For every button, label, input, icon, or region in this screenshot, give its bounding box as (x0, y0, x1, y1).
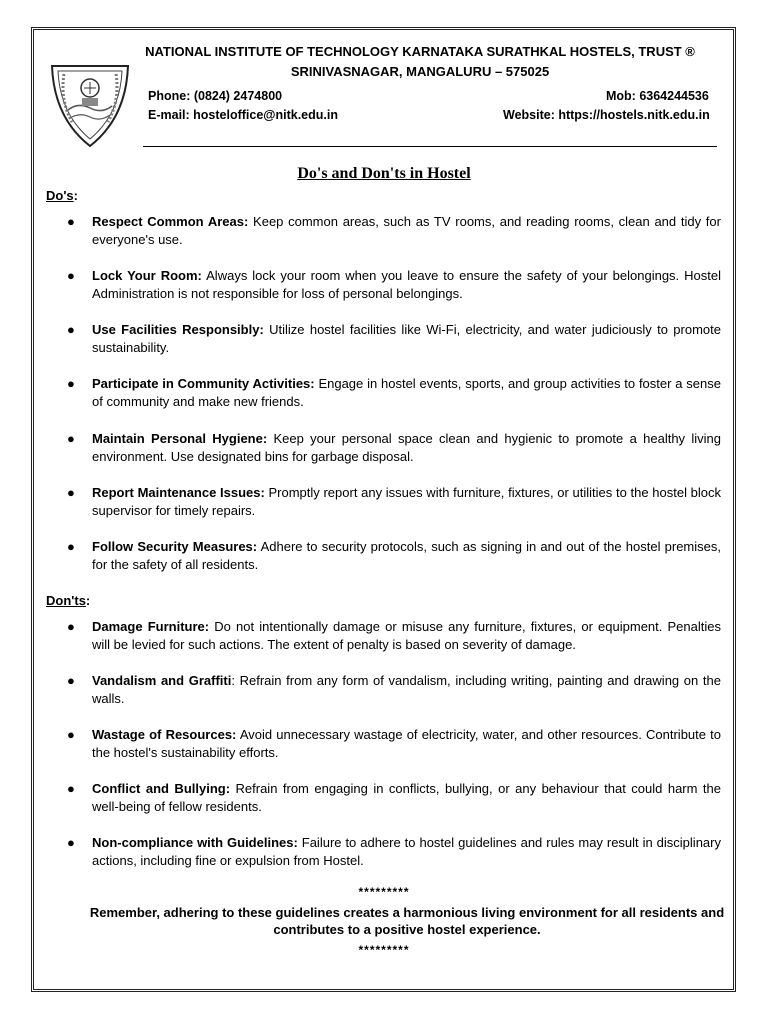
list-item: ● Lock Your Room: Always lock your room when you leave to ensure the safety of your belongings. Hostel Administration is not responsible for loss of personal belongings. (67, 268, 721, 301)
bullet-icon: ● (67, 322, 75, 337)
nitk-emblem-logo (48, 60, 132, 150)
website-link[interactable]: Website: https://hostels.nitk.edu.in (503, 108, 710, 122)
email-address[interactable]: E-mail: hosteloffice@nitk.edu.in (148, 108, 338, 122)
list-item: ● Follow Security Measures: Adhere to security protocols, such as signing in and out of the hostel premises, for the safety of all residents. (67, 539, 721, 572)
list-item: ● Use Facilities Responsibly: Utilize hostel facilities like Wi-Fi, electricity, and water judiciously to promote sustainability. (67, 322, 721, 355)
bullet-icon: ● (67, 673, 75, 688)
phone-number: Phone: (0824) 2474800 (148, 89, 283, 103)
list-item: ● Wastage of Resources: Avoid unnecessary wastage of electricity, water, and other resources. Contribute to the hostel's sustainability efforts. (67, 727, 721, 760)
bullet-icon: ● (67, 376, 75, 391)
bullet-icon: ● (67, 727, 75, 742)
list-item: ● Damage Furniture: Do not intentionally damage or misuse any furniture, fixtures, or equipment. Penalties will be levied for such actions. The extent of penalty is based on severity of damage. (67, 619, 721, 652)
bullet-icon: ● (67, 268, 75, 283)
list-item: ● Report Maintenance Issues: Promptly report any issues with furniture, fixtures, or utilities to the hostel block supervisor for timely repairs. (67, 485, 721, 518)
separator-top: ********* (358, 885, 410, 899)
bullet-icon: ● (67, 619, 75, 634)
bullet-icon: ● (67, 214, 75, 229)
document-title: Do's and Don'ts in Hostel (297, 165, 471, 182)
bullet-icon: ● (67, 835, 75, 850)
bullet-icon: ● (67, 539, 75, 554)
closing-note: Remember, adhering to these guidelines creates a harmonious living environment for all residents and contributes to a positive hostel experience. (89, 905, 725, 937)
bullet-icon: ● (67, 781, 75, 796)
list-item: ● Non-compliance with Guidelines: Failure to adhere to hostel guidelines and rules may result in disciplinary actions, including fine or expulsion from Hostel. (67, 835, 721, 868)
bullet-icon: ● (67, 431, 75, 446)
list-item: ● Conflict and Bullying: Refrain from engaging in conflicts, bullying, or any behaviour that could harm the well-being of fellow residents. (67, 781, 721, 814)
header-divider (143, 146, 717, 147)
donts-heading: Don'ts: (46, 593, 91, 608)
institution-name: NATIONAL INSTITUTE OF TECHNOLOGY KARNATAKA SURATHKAL HOSTELS, TRUST ® (145, 44, 695, 59)
separator-bottom: ********* (358, 943, 410, 957)
list-item: ● Vandalism and Graffiti: Refrain from any form of vandalism, including writing, painting and drawing on the walls. (67, 673, 721, 706)
bullet-icon: ● (67, 485, 75, 500)
mobile-number: Mob: 6364244536 (606, 89, 709, 103)
dos-heading: Do's: (46, 188, 78, 203)
list-item: ● Maintain Personal Hygiene: Keep your personal space clean and hygienic to promote a healthy living environment. Use designated bins for garbage disposal. (67, 431, 721, 464)
list-item: ● Participate in Community Activities: Engage in hostel events, sports, and group activities to foster a sense of community and make new friends. (67, 376, 721, 409)
list-item: ● Respect Common Areas: Keep common areas, such as TV rooms, and reading rooms, clean and tidy for everyone's use. (67, 214, 721, 247)
institution-address: SRINIVASNAGAR, MANGALURU – 575025 (290, 64, 550, 79)
